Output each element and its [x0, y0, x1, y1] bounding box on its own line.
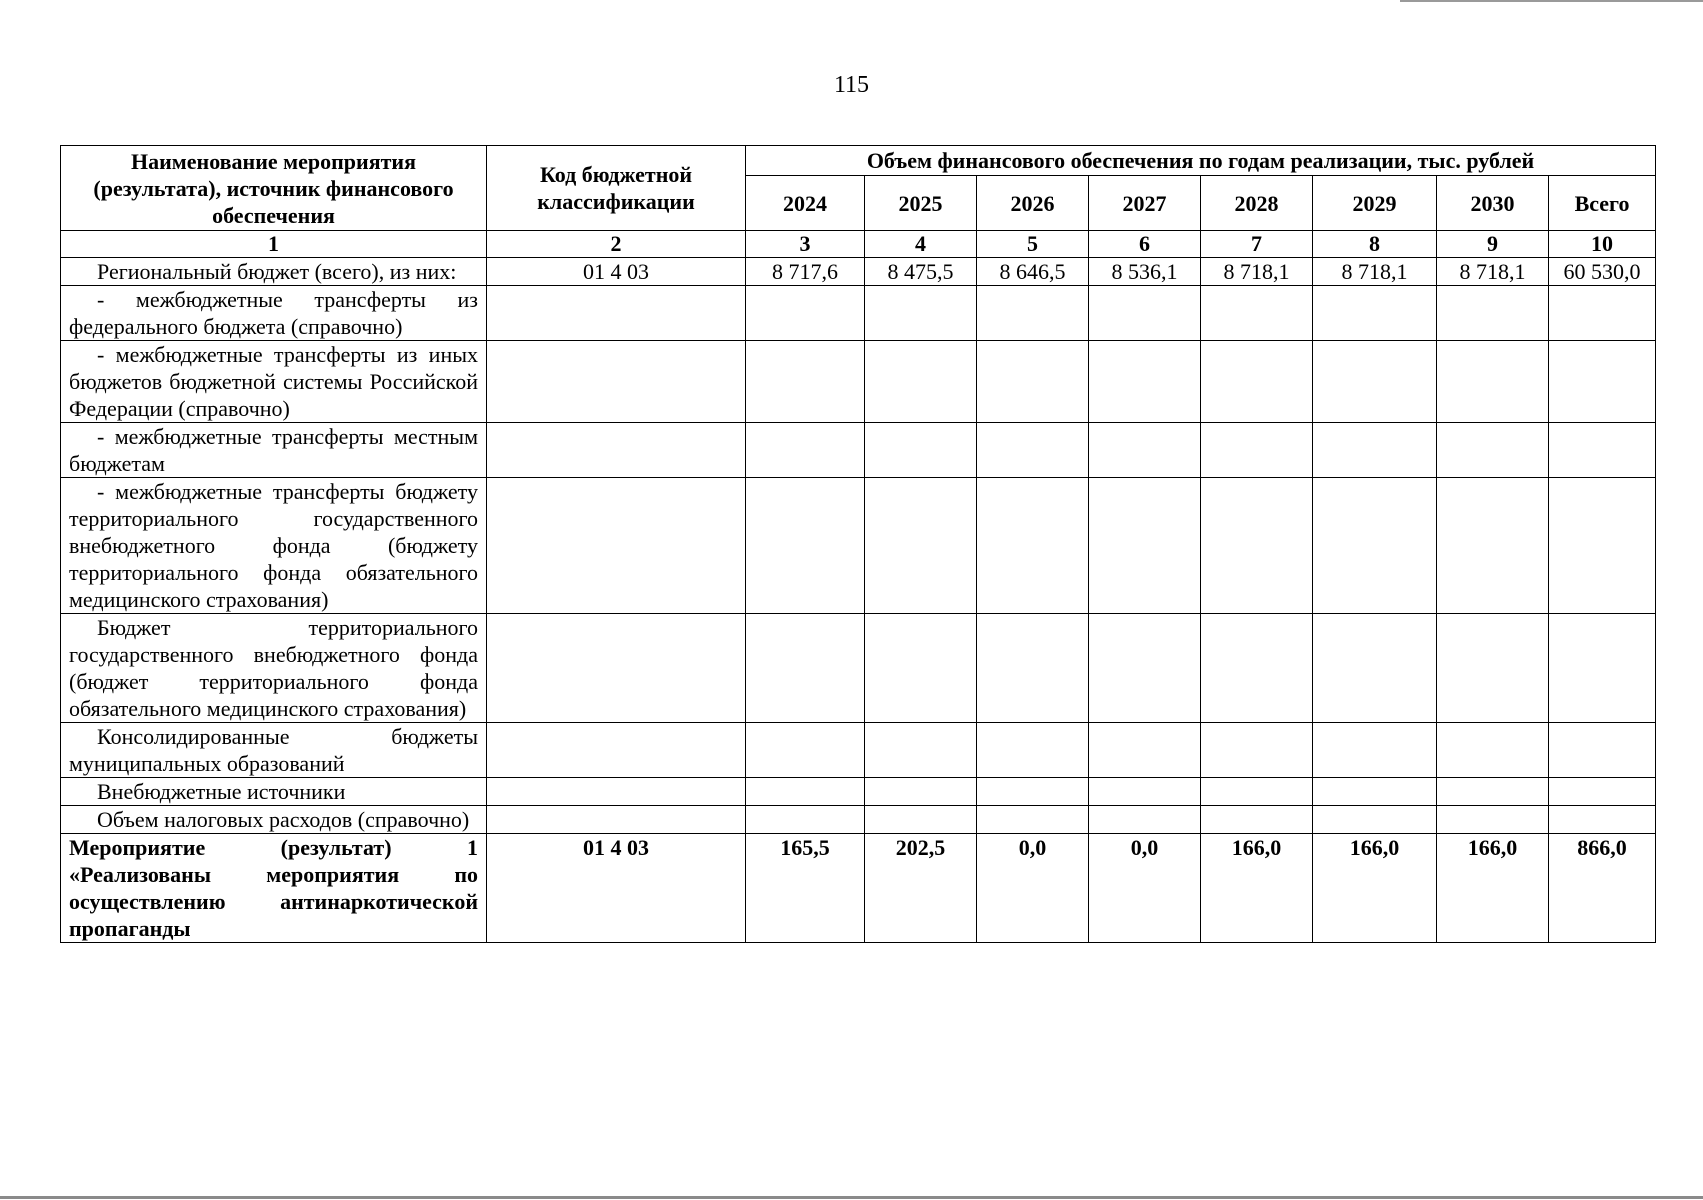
row-total: 866,0	[1549, 834, 1656, 943]
column-number: 10	[1549, 231, 1656, 258]
row-value	[1313, 778, 1437, 806]
row-value: 0,0	[977, 834, 1089, 943]
column-number: 4	[865, 231, 977, 258]
row-value	[865, 614, 977, 723]
row-value	[1313, 723, 1437, 778]
row-value	[1089, 341, 1201, 423]
row-value	[1437, 723, 1549, 778]
row-value	[865, 341, 977, 423]
row-value	[977, 614, 1089, 723]
row-value: 166,0	[1437, 834, 1549, 943]
row-value	[977, 341, 1089, 423]
header-volume: Объем финансового обеспечения по годам реализации, тыс. рублей	[746, 146, 1656, 176]
row-value	[1437, 341, 1549, 423]
row-name: Консолидированные бюджеты муниципальных образований	[61, 723, 487, 778]
header-year: 2024	[746, 176, 865, 231]
column-number: 8	[1313, 231, 1437, 258]
table-row	[61, 478, 1656, 614]
row-value: 166,0	[1313, 834, 1437, 943]
row-total: 60 530,0	[1549, 258, 1656, 286]
row-value	[865, 286, 977, 341]
financing-table	[60, 145, 1656, 943]
table-row	[61, 806, 1656, 834]
row-value: 8 536,1	[1089, 258, 1201, 286]
header-code: Код бюджетной классификации	[487, 146, 746, 231]
column-number: 7	[1201, 231, 1313, 258]
row-name: Региональный бюджет (всего), из них:	[61, 258, 487, 286]
row-value	[977, 806, 1089, 834]
row-value	[746, 723, 865, 778]
row-value	[1437, 423, 1549, 478]
row-name: Внебюджетные источники	[61, 778, 487, 806]
row-value	[746, 286, 865, 341]
header-year: 2026	[977, 176, 1089, 231]
row-value	[1313, 806, 1437, 834]
row-value: 8 718,1	[1313, 258, 1437, 286]
row-value	[1201, 286, 1313, 341]
row-code	[487, 778, 746, 806]
table-row	[61, 286, 1656, 341]
row-code	[487, 423, 746, 478]
row-total	[1549, 614, 1656, 723]
row-value: 8 717,6	[746, 258, 865, 286]
row-value: 166,0	[1201, 834, 1313, 943]
row-value	[977, 286, 1089, 341]
table-row	[61, 834, 1656, 943]
row-value: 165,5	[746, 834, 865, 943]
row-value	[865, 423, 977, 478]
row-value	[977, 478, 1089, 614]
row-value	[746, 423, 865, 478]
row-value: 8 475,5	[865, 258, 977, 286]
row-code	[487, 478, 746, 614]
row-name: - межбюджетные трансферты бюджету территориального государственного внебюджетного фонда (бюджету территориального фонда обязательного медицинского страхования)	[61, 478, 487, 614]
row-value	[746, 806, 865, 834]
row-total	[1549, 778, 1656, 806]
row-value	[1313, 341, 1437, 423]
header-total: Всего	[1549, 176, 1656, 231]
header-year: 2029	[1313, 176, 1437, 231]
table-row	[61, 778, 1656, 806]
table-row	[61, 723, 1656, 778]
row-value	[1437, 614, 1549, 723]
row-value	[1201, 778, 1313, 806]
row-code	[487, 614, 746, 723]
row-total	[1549, 478, 1656, 614]
row-value	[865, 723, 977, 778]
row-value	[1313, 478, 1437, 614]
row-value	[1201, 806, 1313, 834]
row-value	[1089, 806, 1201, 834]
row-code: 01 4 03	[487, 834, 746, 943]
table-row	[61, 423, 1656, 478]
row-value	[746, 478, 865, 614]
table-row	[61, 341, 1656, 423]
row-value: 202,5	[865, 834, 977, 943]
row-code	[487, 286, 746, 341]
row-total	[1549, 423, 1656, 478]
row-code	[487, 341, 746, 423]
row-value	[1089, 478, 1201, 614]
row-value	[1201, 614, 1313, 723]
header-year: 2025	[865, 176, 977, 231]
row-value	[865, 478, 977, 614]
row-value	[1089, 778, 1201, 806]
row-value	[1089, 423, 1201, 478]
row-value	[1201, 341, 1313, 423]
row-total	[1549, 341, 1656, 423]
page-number: 115	[833, 72, 870, 98]
row-value: 8 718,1	[1201, 258, 1313, 286]
row-name: Мероприятие (результат) 1 «Реализованы мероприятия по осуществлению антинаркотической пропаганды	[61, 834, 487, 943]
row-value	[746, 778, 865, 806]
row-value: 0,0	[1089, 834, 1201, 943]
row-value	[977, 723, 1089, 778]
column-number: 6	[1089, 231, 1201, 258]
column-number: 3	[746, 231, 865, 258]
row-value	[1437, 478, 1549, 614]
column-number: 2	[487, 231, 746, 258]
column-number: 1	[61, 231, 487, 258]
column-number: 9	[1437, 231, 1549, 258]
row-code	[487, 723, 746, 778]
table-row	[61, 258, 1656, 286]
row-value	[1201, 423, 1313, 478]
table-row	[61, 614, 1656, 723]
header-year: 2028	[1201, 176, 1313, 231]
row-total	[1549, 806, 1656, 834]
row-value	[1089, 286, 1201, 341]
scan-edge-top	[1400, 0, 1703, 2]
row-value	[746, 341, 865, 423]
row-value	[1089, 723, 1201, 778]
row-total	[1549, 286, 1656, 341]
row-code	[487, 806, 746, 834]
row-value	[1201, 723, 1313, 778]
row-value	[1437, 806, 1549, 834]
row-value	[1089, 614, 1201, 723]
row-value	[1313, 423, 1437, 478]
row-value: 8 718,1	[1437, 258, 1549, 286]
row-code: 01 4 03	[487, 258, 746, 286]
row-name: - межбюджетные трансферты из иных бюджетов бюджетной системы Российской Федерации (справочно)	[61, 341, 487, 423]
header-year: 2030	[1437, 176, 1549, 231]
row-value	[1437, 286, 1549, 341]
row-name: Объем налоговых расходов (справочно)	[61, 806, 487, 834]
row-value	[865, 806, 977, 834]
scan-edge-bottom	[0, 1196, 1703, 1199]
row-value	[1313, 614, 1437, 723]
row-value	[1437, 778, 1549, 806]
row-name: - межбюджетные трансферты из федерального бюджета (справочно)	[61, 286, 487, 341]
header-name: Наименование мероприятия (результата), источник финансового обеспечения	[61, 146, 487, 231]
column-number: 5	[977, 231, 1089, 258]
row-value	[1313, 286, 1437, 341]
row-value	[1201, 478, 1313, 614]
header-year: 2027	[1089, 176, 1201, 231]
row-value: 8 646,5	[977, 258, 1089, 286]
row-value	[977, 778, 1089, 806]
row-value	[977, 423, 1089, 478]
row-total	[1549, 723, 1656, 778]
row-value	[746, 614, 865, 723]
row-name: Бюджет территориального государственного внебюджетного фонда (бюджет территориального фонда обязательного медицинского страхования)	[61, 614, 487, 723]
row-name: - межбюджетные трансферты местным бюджетам	[61, 423, 487, 478]
row-value	[865, 778, 977, 806]
